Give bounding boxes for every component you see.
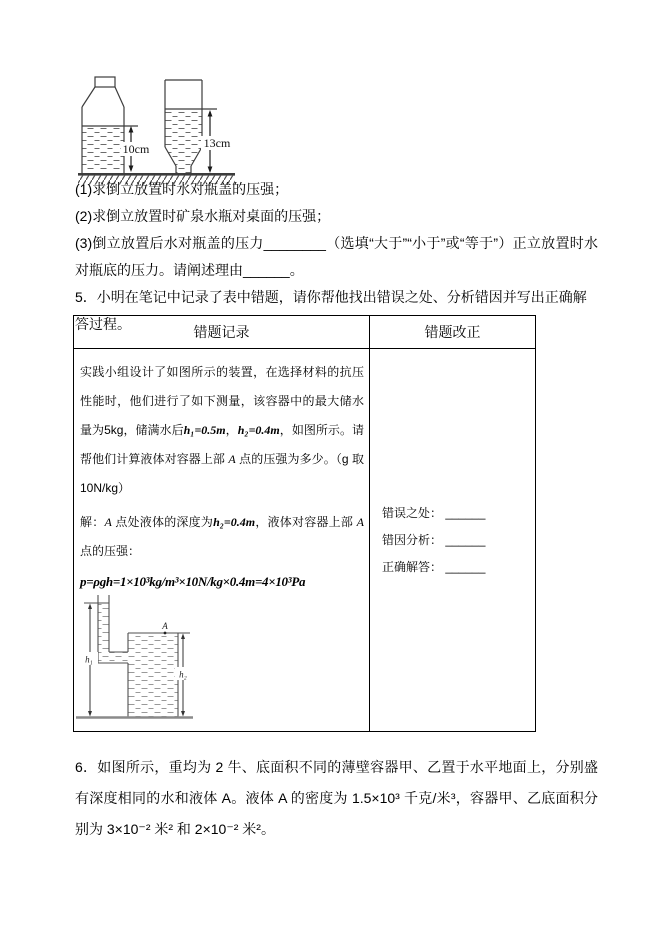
h1-label: h₁ — [85, 654, 93, 665]
right-depth-label: 13cm — [203, 136, 231, 150]
table-header-correction: 错题改正 — [370, 316, 536, 349]
correction-line-answer: 正确解答： ______ — [382, 559, 486, 574]
table-header-record: 错题记录 — [74, 316, 370, 349]
point-A-marker — [161, 621, 168, 634]
h2-label: h₂ — [179, 669, 187, 680]
depth-arrow-right — [201, 110, 233, 173]
upright-bottle — [82, 77, 138, 173]
question4-part1: (1)求倒立放置时水对瓶盖的压强； — [75, 181, 289, 197]
question4-part2: (2)求倒立放置时矿泉水瓶对桌面的压强； — [75, 208, 331, 224]
inverted-bottle-water — [165, 110, 202, 173]
record-solution-text: 解：A 点处液体的深度为h₂=0.4m，液体对容器上部 A 点的压强： — [80, 515, 364, 558]
inverted-bottle — [165, 80, 217, 173]
pressure-formula: p=ρgh=1×10³kg/m³×10N/kg×0.4m=4×10³Pa — [80, 574, 306, 589]
h1-dimension-arrow — [81, 604, 98, 717]
bottles-pressure-figure — [74, 70, 239, 188]
record-problem-text: 实践小组设计了如图所示的装置，在选择材料的抗压性能时，他们进行了如下测量，该容器中的最大储水量为5kg，储满水后h₁=0.5m，h₂=0.4m，如图所示。请帮他们计算液体对容器上部 A 点的压强为多少。（g 取10N/kg） — [80, 365, 364, 495]
question6-text: 6．如图所示，重均为 2 牛、底面积不同的薄壁容器甲、乙置于水平地面上，分别盛有深度相同的水和液体 A。液体 A 的密度为 1.5×10³ 千克/米³，容器甲、乙底面积分别为 3×10⁻² 米² 和 2×10⁻² 米²。 — [75, 759, 598, 837]
point-A-label: A — [162, 621, 168, 631]
question4-part3: (3)倒立放置后水对瓶盖的压力________（选填“大于”“小于”或“等于”）正立放置时水对瓶底的压力。请阐述理由______。 — [75, 235, 598, 278]
error-correction-cell — [370, 349, 536, 732]
container-vessel-figure — [76, 590, 198, 724]
question4-parts — [75, 176, 598, 284]
depth-arrow-left — [121, 126, 152, 172]
left-depth-label: 10cm — [122, 142, 150, 156]
upright-bottle-water — [82, 126, 124, 172]
correction-line-error: 错误之处： ______ — [382, 505, 486, 520]
question5-intro: 5．小明在笔记中记录了表中错题，请你帮他找出错误之处、分析错因并写出正确解答过程。 — [75, 289, 587, 332]
correction-line-cause: 错因分析： ______ — [382, 532, 486, 547]
